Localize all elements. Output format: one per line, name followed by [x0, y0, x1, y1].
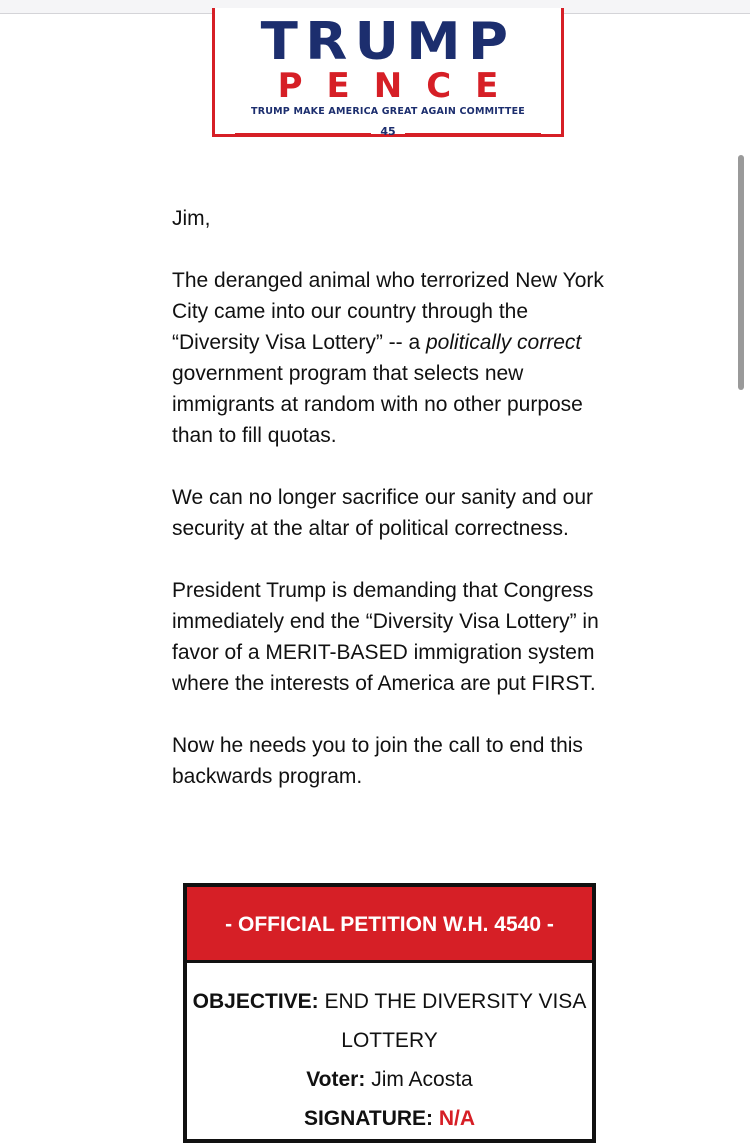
paragraph-1-italic: politically correct: [426, 331, 582, 354]
email-greeting: Jim,: [172, 207, 211, 230]
logo-number-row: [215, 127, 561, 141]
paragraph-1-text-a: The deranged animal who terrorized New York City came into our country through the “Diversity Visa Lottery” -- a: [172, 269, 604, 354]
campaign-logo: [212, 8, 564, 137]
signature-value: N/A: [438, 1107, 476, 1130]
email-paragraph-1: [172, 265, 612, 451]
logo-name-secondary: PENCE: [277, 66, 523, 106]
voter-value: Jim Acosta: [371, 1068, 473, 1091]
email-paragraph-4: Now he needs you to join the call to end this backwards program.: [172, 734, 583, 788]
petition-voter: [187, 1060, 592, 1099]
signature-label: SIGNATURE:: [303, 1107, 434, 1130]
email-paragraph-3: President Trump is demanding that Congress immediately end the “Diversity Visa Lottery” in favor of a MERIT-BASED immigration system where the interests of America are put FIRST.: [172, 579, 599, 695]
paragraph-1-text-b: government program that selects new immigrants at random with no other purpose than to fill quotas.: [172, 362, 583, 447]
logo-divider-right: [405, 133, 541, 135]
logo-name-primary: TRUMP: [260, 12, 516, 72]
email-paragraph-2: We can no longer sacrifice our sanity and our security at the altar of political correctness.: [172, 486, 594, 540]
petition-details: [187, 982, 592, 1138]
objective-label: OBJECTIVE:: [192, 990, 319, 1013]
petition-header: - OFFICIAL PETITION W.H. 4540 -: [187, 887, 592, 963]
logo-number: 45: [380, 125, 396, 138]
objective-value: END THE DIVERSITY VISA LOTTERY: [324, 990, 587, 1052]
logo-committee-text: TRUMP MAKE AMERICA GREAT AGAIN COMMITTEE: [251, 106, 525, 117]
petition-box[interactable]: [183, 883, 596, 1143]
voter-label: Voter:: [306, 1068, 366, 1091]
email-body: [172, 203, 612, 823]
petition-signature: [187, 1099, 592, 1138]
petition-objective: [187, 982, 592, 1060]
scrollbar-thumb[interactable]: [738, 155, 744, 390]
